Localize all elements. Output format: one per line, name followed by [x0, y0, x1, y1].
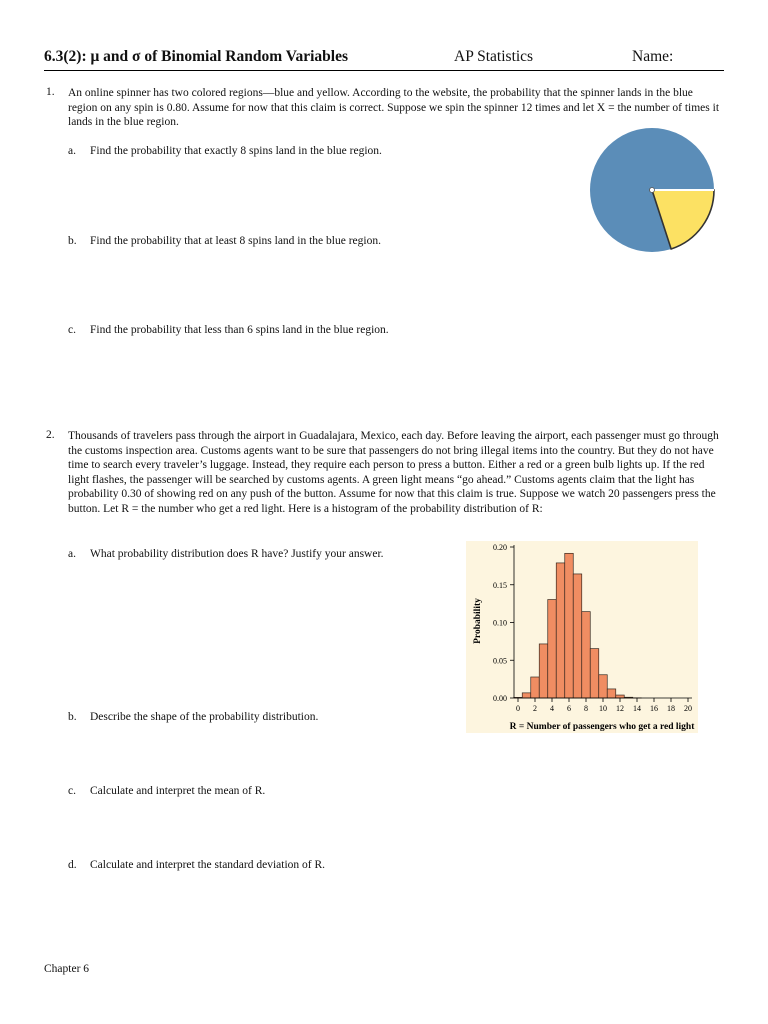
spinner-image — [588, 124, 720, 258]
x-tick-label: 20 — [684, 704, 692, 713]
worksheet-header — [44, 48, 724, 71]
q2-part-c-text: Calculate and interpret the mean of R. — [90, 785, 266, 797]
x-tick-label: 10 — [599, 704, 607, 713]
q2-part-d-text: Calculate and interpret the standard deviation of R. — [90, 859, 326, 871]
q2-part-b-text: Describe the shape of the probability distribution. — [90, 711, 319, 723]
histogram-bar — [539, 644, 548, 698]
x-tick-label: 2 — [533, 704, 537, 713]
histogram-bar — [573, 574, 582, 698]
q1-part-c-text: Find the probability that less than 6 spins land in the blue region. — [90, 324, 389, 336]
x-tick-label: 4 — [550, 704, 554, 713]
y-tick-label: 0.15 — [493, 580, 507, 590]
x-tick-label: 0 — [516, 704, 520, 713]
question-1-number: 1. — [46, 86, 55, 98]
histogram-bar — [607, 689, 616, 698]
q2-part-b-letter: b. — [68, 711, 77, 723]
histogram-bar — [522, 693, 531, 698]
worksheet-title: 6.3(2): μ and σ of Binomial Random Variables — [44, 48, 349, 65]
x-tick-label: 12 — [616, 704, 624, 713]
x-tick-label: 14 — [633, 704, 641, 713]
x-axis-label: R = Number of passengers who get a red light — [509, 722, 695, 732]
q1-part-b-letter: b. — [68, 235, 77, 247]
q2-part-a-letter: a. — [68, 548, 76, 560]
question-2-number: 2. — [46, 429, 55, 441]
y-axis-label: Probability — [473, 598, 483, 644]
q2-part-d-letter: d. — [68, 859, 77, 871]
spinner-pivot — [650, 188, 655, 193]
histogram-bar — [548, 600, 557, 698]
x-tick-label: 18 — [667, 704, 675, 713]
y-tick-label: 0.00 — [493, 694, 507, 703]
histogram-chart — [466, 541, 698, 733]
q1-part-b-text: Find the probability that at least 8 spins land in the blue region. — [90, 235, 381, 247]
y-tick-label: 0.20 — [493, 543, 507, 552]
q1-part-c-letter: c. — [68, 324, 76, 336]
y-tick-label: 0.10 — [493, 618, 507, 628]
name-label: Name: — [632, 48, 674, 65]
q1-part-a-text: Find the probability that exactly 8 spins land in the blue region. — [90, 145, 382, 157]
course-label: AP Statistics — [454, 48, 534, 65]
q2-part-c-letter: c. — [68, 785, 76, 797]
q1-part-a-letter: a. — [68, 145, 76, 157]
question-2-text: Thousands of travelers pass through the airport in Guadalajara, Mexico, each day. Before leaving the airport, each passenger must go through the customs inspection area. Customs agents want to be sure that passengers do not bring illegal items into the country. But they do not have time to search every traveler’s luggage. Instead, they require each person to press a button. Either a red or a green bulb lights up. If the red light flashes, the passenger will be searched by customs agents. A green light means “go ahead.” Customs agents claim that the light has probability 0.30 of showing red on any push of the button. Assume for now that this claim is true. Suppose we watch 20 passengers press the button. Let R = the number who get a red light. Here is a histogram of the probability distribution of R: — [68, 430, 719, 515]
x-tick-label: 8 — [584, 704, 588, 713]
x-tick-label: 6 — [567, 704, 571, 713]
x-tick-label: 16 — [650, 704, 658, 713]
histogram-bar — [616, 695, 625, 698]
histogram-bar — [531, 677, 540, 698]
footer-chapter: Chapter 6 — [44, 963, 90, 975]
y-tick-label: 0.05 — [493, 656, 507, 666]
histogram-bar — [599, 675, 608, 698]
histogram-bar — [565, 553, 574, 698]
q2-part-a-text: What probability distribution does R have? Justify your answer. — [90, 548, 384, 560]
histogram-bar — [582, 612, 591, 698]
question-1-text: An online spinner has two colored regions—blue and yellow. According to the website, the probability that the spinner lands in the blue region on any spin is 0.80. Assume for now that this claim is correct. Suppose we spin the spinner 12 times and let X = the number of times it lands in the blue region. — [68, 87, 720, 128]
histogram-bar — [590, 649, 599, 698]
histogram-bar — [556, 563, 565, 698]
